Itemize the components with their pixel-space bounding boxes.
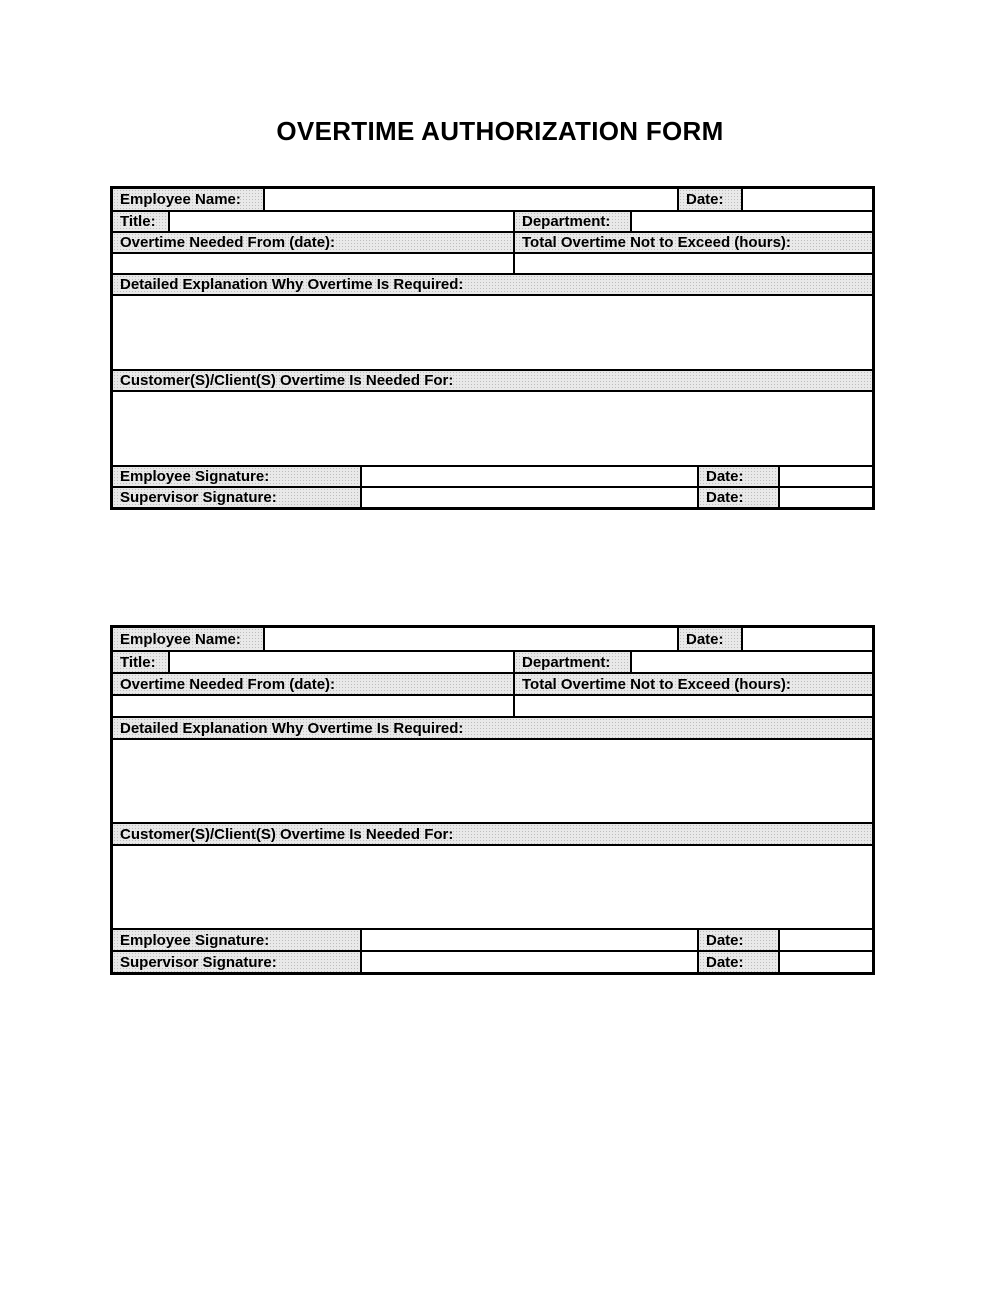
overtime-needed-from-input[interactable] — [113, 696, 513, 716]
form-row — [113, 252, 872, 273]
detailed-explanation-input[interactable] — [113, 740, 872, 822]
employee-name-input[interactable] — [263, 189, 677, 210]
customer-client-input[interactable] — [113, 846, 872, 928]
total-overtime-input[interactable] — [513, 254, 872, 273]
customer-client-label: Customer(S)/Client(S) Overtime Is Needed For: — [113, 824, 872, 844]
form-row — [113, 844, 872, 928]
form-row — [113, 231, 872, 252]
date-input[interactable] — [741, 189, 872, 210]
department-input[interactable] — [630, 652, 872, 672]
customer-client-input[interactable] — [113, 392, 872, 465]
employee-signature-date-input[interactable] — [778, 467, 872, 486]
supervisor-signature-date-input[interactable] — [778, 488, 872, 507]
total-overtime-label: Total Overtime Not to Exceed (hours): — [513, 233, 872, 252]
total-overtime-input[interactable] — [513, 696, 872, 716]
employee-name-label: Employee Name: — [113, 189, 263, 210]
employee-signature-date-input[interactable] — [778, 930, 872, 950]
form-row — [113, 628, 872, 650]
department-label: Department: — [513, 212, 630, 231]
date-label: Date: — [677, 189, 741, 210]
overtime-form-1 — [110, 186, 875, 510]
detailed-explanation-label: Detailed Explanation Why Overtime Is Required: — [113, 718, 872, 738]
supervisor-signature-input[interactable] — [360, 488, 697, 507]
employee-signature-input[interactable] — [360, 467, 697, 486]
detailed-explanation-label: Detailed Explanation Why Overtime Is Required: — [113, 275, 872, 294]
form-row — [113, 950, 872, 972]
form-row — [113, 210, 872, 231]
department-label: Department: — [513, 652, 630, 672]
form-row — [113, 928, 872, 950]
date-label: Date: — [677, 628, 741, 650]
date-label: Date: — [697, 930, 778, 950]
date-label: Date: — [697, 467, 778, 486]
total-overtime-label: Total Overtime Not to Exceed (hours): — [513, 674, 872, 694]
form-row — [113, 716, 872, 738]
title-input[interactable] — [168, 652, 513, 672]
form-row — [113, 694, 872, 716]
date-label: Date: — [697, 488, 778, 507]
form-row — [113, 650, 872, 672]
date-label: Date: — [697, 952, 778, 972]
page-title: OVERTIME AUTHORIZATION FORM — [276, 116, 724, 146]
employee-signature-label: Employee Signature: — [113, 467, 360, 486]
overtime-needed-from-input[interactable] — [113, 254, 513, 273]
form-row — [113, 465, 872, 486]
form-row — [113, 738, 872, 822]
employee-signature-label: Employee Signature: — [113, 930, 360, 950]
form-row — [113, 822, 872, 844]
supervisor-signature-label: Supervisor Signature: — [113, 952, 360, 972]
form-row — [113, 672, 872, 694]
supervisor-signature-label: Supervisor Signature: — [113, 488, 360, 507]
title-label: Title: — [113, 652, 168, 672]
department-input[interactable] — [630, 212, 872, 231]
overtime-form-2 — [110, 625, 875, 975]
employee-name-input[interactable] — [263, 628, 677, 650]
title-input[interactable] — [168, 212, 513, 231]
supervisor-signature-date-input[interactable] — [778, 952, 872, 972]
employee-signature-input[interactable] — [360, 930, 697, 950]
employee-name-label: Employee Name: — [113, 628, 263, 650]
overtime-needed-from-label: Overtime Needed From (date): — [113, 674, 513, 694]
supervisor-signature-input[interactable] — [360, 952, 697, 972]
form-row — [113, 390, 872, 465]
title-label: Title: — [113, 212, 168, 231]
form-row — [113, 369, 872, 390]
overtime-needed-from-label: Overtime Needed From (date): — [113, 233, 513, 252]
customer-client-label: Customer(S)/Client(S) Overtime Is Needed For: — [113, 371, 872, 390]
form-row — [113, 294, 872, 369]
form-row — [113, 486, 872, 507]
form-row — [113, 273, 872, 294]
detailed-explanation-input[interactable] — [113, 296, 872, 369]
form-row — [113, 189, 872, 210]
date-input[interactable] — [741, 628, 872, 650]
